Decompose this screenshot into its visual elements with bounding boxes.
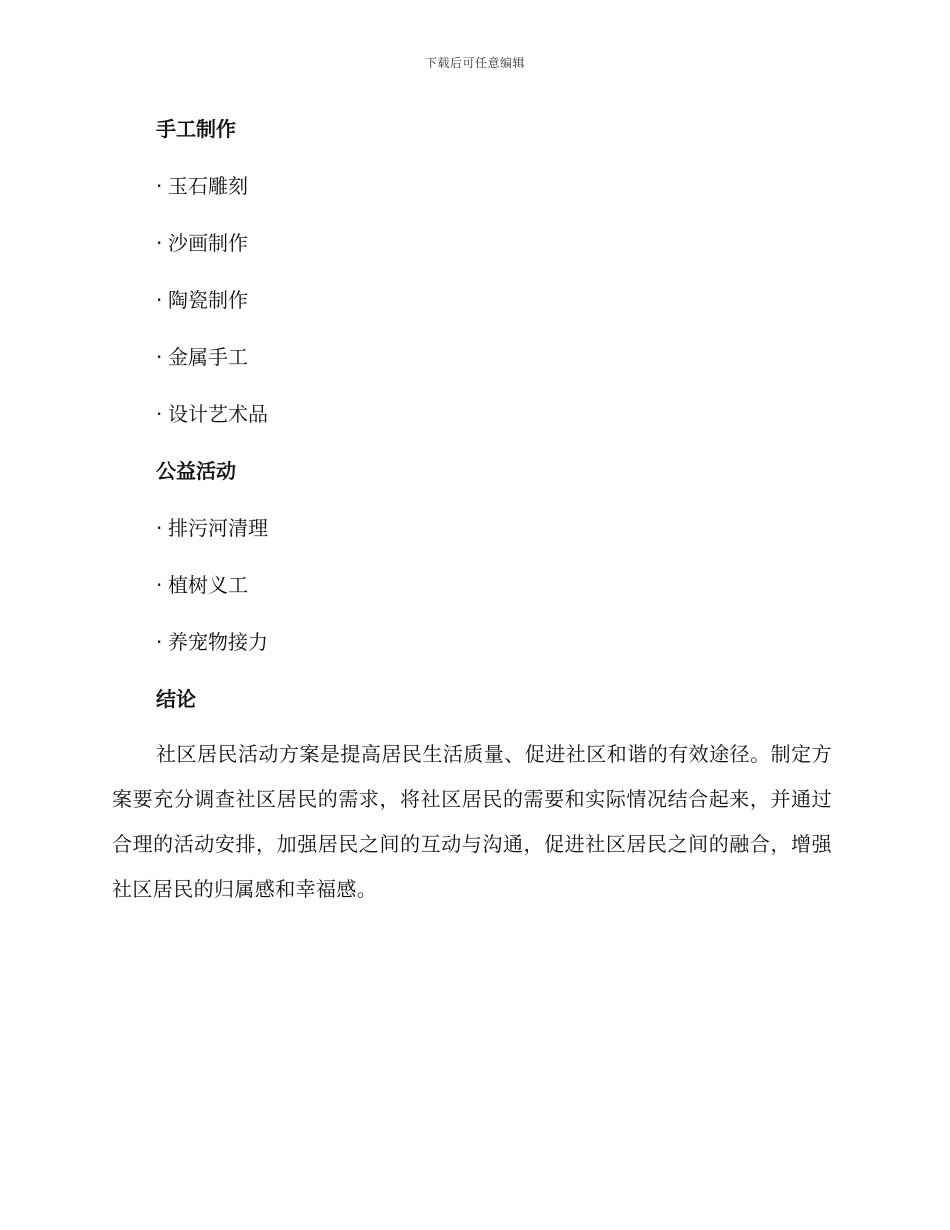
- list-item-label: 玉石雕刻: [168, 174, 248, 198]
- bullet: ·: [156, 231, 163, 255]
- list-item-label: 沙画制作: [168, 231, 248, 255]
- conclusion-paragraph: 社区居民活动方案是提高居民生活质量、促进社区和谐的有效途径。制定方案要充分调查社区居民的需求，将社区居民的需要和实际情况结合起来，并通过合理的活动安排，加强居民之间的互动与沟通，促进社区居民之间的融合，增强社区居民的归属感和幸福感。: [112, 742, 832, 901]
- handicraft-list: [112, 169, 832, 431]
- section-title-handicraft: 手工制作: [156, 117, 236, 141]
- list-item: [112, 568, 832, 602]
- charity-list: [112, 511, 832, 659]
- bullet: ·: [156, 573, 163, 597]
- bullet: ·: [156, 402, 163, 426]
- header-note: 下载后可任意编辑: [424, 56, 525, 70]
- document-content: [112, 112, 832, 912]
- section-title-conclusion: 结论: [156, 687, 196, 711]
- bullet: ·: [156, 516, 163, 540]
- list-item: [112, 397, 832, 431]
- list-item-label: 陶瓷制作: [168, 288, 248, 312]
- list-item-label: 养宠物接力: [168, 630, 268, 654]
- list-item-label: 排污河清理: [168, 516, 268, 540]
- list-item: [112, 283, 832, 317]
- list-item: [112, 625, 832, 659]
- list-item: [112, 340, 832, 374]
- list-item: [112, 169, 832, 203]
- bullet: ·: [156, 288, 163, 312]
- list-item-label: 金属手工: [168, 345, 248, 369]
- bullet: ·: [156, 630, 163, 654]
- bullet: ·: [156, 345, 163, 369]
- list-item: [112, 226, 832, 260]
- section-title-charity: 公益活动: [156, 459, 236, 483]
- list-item-label: 植树义工: [168, 573, 248, 597]
- list-item-label: 设计艺术品: [168, 402, 268, 426]
- bullet: ·: [156, 174, 163, 198]
- list-item: [112, 511, 832, 545]
